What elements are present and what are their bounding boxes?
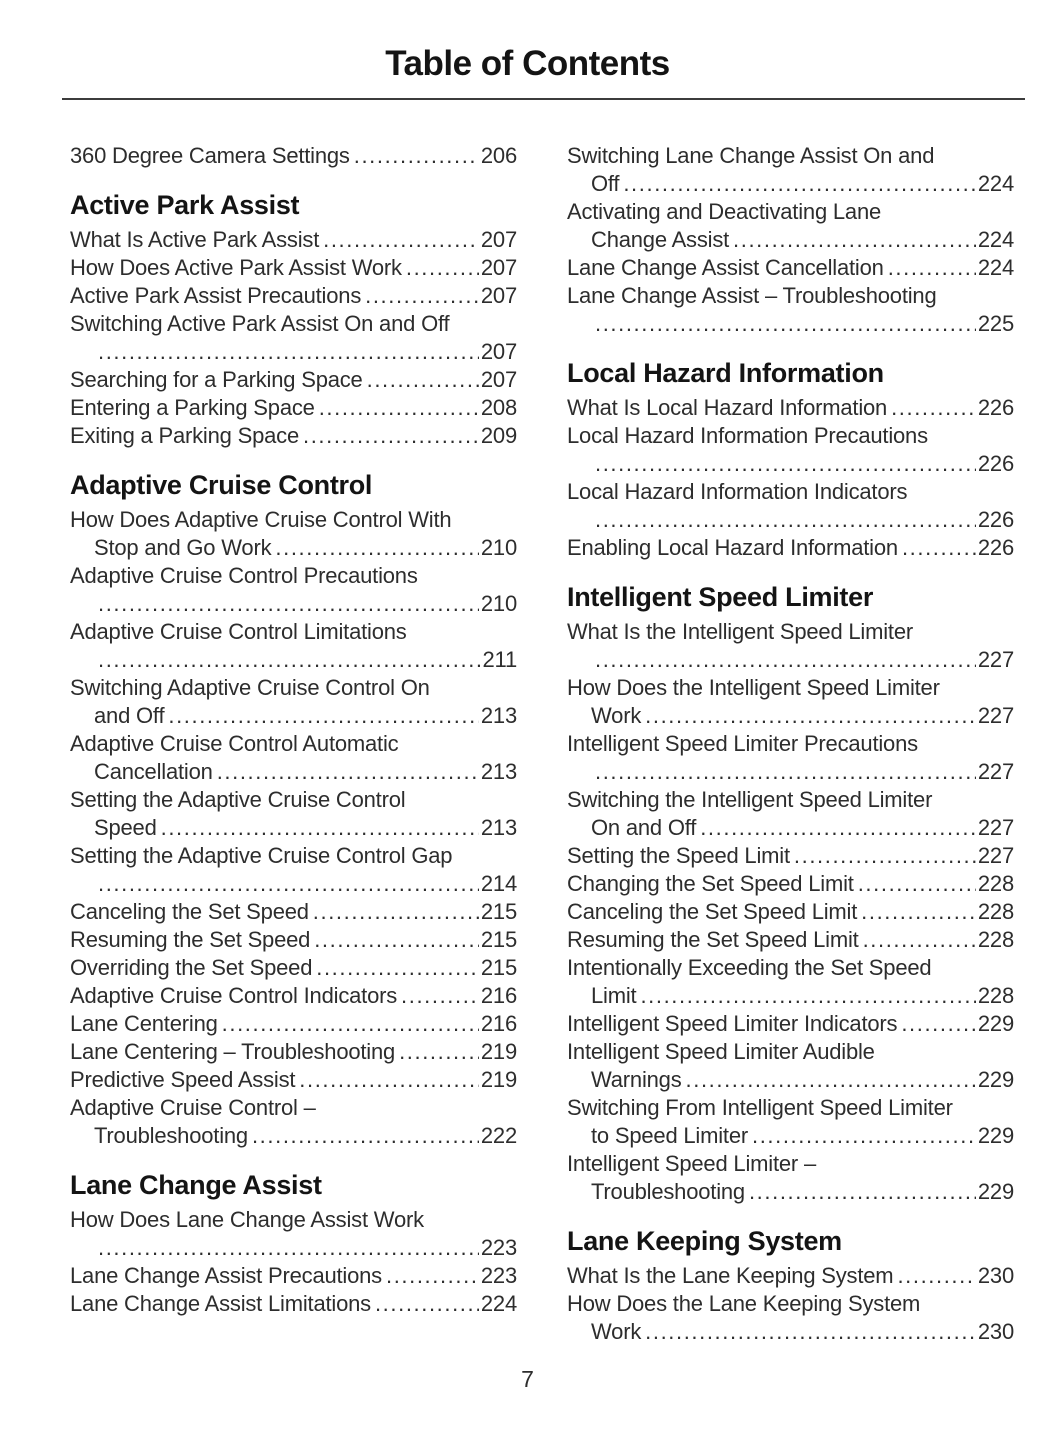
dot-leader (686, 1066, 976, 1094)
toc-entry-text: On and Off (591, 815, 697, 840)
toc-entry-line (70, 366, 517, 394)
toc-entry-page-number: 216 (480, 983, 517, 1008)
toc-entry-text: Local Hazard Information Precautions (567, 423, 928, 448)
toc-entry-line (70, 982, 517, 1010)
section-heading: Active Park Assist (70, 190, 300, 220)
toc-entry-line (70, 870, 517, 898)
toc-entry-text: 360 Degree Camera Settings (70, 143, 350, 168)
toc-entry-page-number: 215 (480, 955, 517, 980)
dot-leader (314, 926, 479, 954)
toc-entry (70, 674, 517, 730)
toc-entry-line (70, 254, 517, 282)
section-heading: Intelligent Speed Limiter (567, 582, 874, 612)
dot-leader (299, 1066, 479, 1094)
dot-leader (98, 646, 481, 674)
dot-leader (891, 394, 976, 422)
dot-leader (401, 982, 479, 1010)
toc-entry-text: How Does Lane Change Assist Work (70, 1207, 424, 1232)
toc-entry (70, 926, 517, 954)
dot-leader (161, 814, 479, 842)
toc-entry-text: What Is the Lane Keeping System (567, 1263, 894, 1288)
toc-entry-page-number: 210 (480, 535, 517, 560)
toc-entry-text: Setting the Adaptive Cruise Control (70, 787, 406, 812)
toc-entry-page-number: 207 (480, 283, 517, 308)
dot-leader (645, 702, 976, 730)
toc-entry-line (70, 1262, 517, 1290)
toc-entry-line (567, 1178, 1014, 1206)
toc-entry-page-number: 222 (480, 1123, 517, 1148)
toc-entry-text: Entering a Parking Space (70, 395, 315, 420)
toc-entry-text: Switching Adaptive Cruise Control On (70, 675, 430, 700)
toc-entry (70, 786, 517, 842)
dot-leader (645, 1318, 976, 1346)
toc-entry-text: Lane Change Assist Precautions (70, 1263, 382, 1288)
toc-entry-page-number: 224 (977, 227, 1014, 252)
toc-entry-line (70, 394, 517, 422)
toc-entry (567, 534, 1014, 562)
dot-leader (323, 226, 479, 254)
section-heading: Adaptive Cruise Control (70, 470, 373, 500)
toc-entry (567, 422, 1014, 478)
toc-entry-page-number: 229 (977, 1011, 1014, 1036)
toc-entry-line (70, 646, 517, 674)
section-heading: Lane Change Assist (70, 1170, 322, 1200)
dot-leader (888, 254, 976, 282)
toc-entry (567, 1038, 1014, 1094)
dot-leader (595, 758, 976, 786)
toc-entry-line (567, 254, 1014, 282)
toc-entry (567, 1094, 1014, 1150)
dot-leader (700, 814, 976, 842)
toc-entry-page-number: 208 (480, 395, 517, 420)
toc-entry-page-number: 226 (977, 451, 1014, 476)
toc-entry-page-number: 206 (480, 143, 517, 168)
toc-entry (567, 142, 1014, 198)
toc-entry-page-number: 230 (977, 1319, 1014, 1344)
toc-entry-text: How Does Active Park Assist Work (70, 255, 402, 280)
toc-entry-text: What Is Active Park Assist (70, 227, 320, 252)
toc-entry-page-number: 215 (480, 899, 517, 924)
toc-entry-page-number: 228 (977, 899, 1014, 924)
toc-entry-text: Lane Change Assist – Troubleshooting (567, 283, 937, 308)
toc-entry-page-number: 227 (977, 759, 1014, 784)
toc-entry-text: What Is Local Hazard Information (567, 395, 888, 420)
toc-entry-page-number: 228 (977, 927, 1014, 952)
toc-entry-line (70, 1038, 517, 1066)
toc-entry-page-number: 224 (977, 255, 1014, 280)
toc-entry-page-number: 216 (480, 1011, 517, 1036)
toc-entry-line (567, 310, 1014, 338)
toc-entry-text: Switching Active Park Assist On and Off (70, 311, 450, 336)
dot-leader (354, 142, 479, 170)
dot-leader (98, 590, 479, 618)
toc-entry-text: Lane Change Assist Limitations (70, 1291, 371, 1316)
toc-entry (567, 478, 1014, 534)
toc-entry-text: Setting the Speed Limit (567, 843, 790, 868)
toc-entry (70, 422, 517, 450)
dot-leader (752, 1122, 976, 1150)
toc-entry-line (70, 814, 517, 842)
toc-entry-page-number: 219 (480, 1067, 517, 1092)
toc-entry-text: Intelligent Speed Limiter Audible (567, 1039, 875, 1064)
toc-entry-text: Switching the Intelligent Speed Limiter (567, 787, 933, 812)
toc-entry-line (567, 534, 1014, 562)
toc-entry (70, 898, 517, 926)
toc-entry-text: Change Assist (591, 227, 730, 252)
toc-entry-line (567, 1262, 1014, 1290)
toc-entry-page-number: 226 (977, 507, 1014, 532)
toc-entry-line (567, 1318, 1014, 1346)
toc-entry (70, 142, 517, 170)
toc-entry (567, 618, 1014, 674)
toc-entry-page-number: 207 (480, 339, 517, 364)
toc-entry (567, 870, 1014, 898)
toc-entry-page-number: 213 (480, 815, 517, 840)
toc-entry-page-number: 228 (977, 983, 1014, 1008)
toc-entry (567, 842, 1014, 870)
toc-entry-page-number: 227 (977, 647, 1014, 672)
dot-leader (897, 1262, 975, 1290)
toc-entry-text: Exiting a Parking Space (70, 423, 299, 448)
toc-entry (70, 1206, 517, 1262)
toc-entry-page-number: 227 (977, 843, 1014, 868)
toc-entry-page-number: 210 (480, 591, 517, 616)
toc-entry-text: Adaptive Cruise Control Limitations (70, 619, 407, 644)
toc-entry (70, 982, 517, 1010)
toc-entry-text: Stop and Go Work (94, 535, 272, 560)
toc-entry-text: Switching Lane Change Assist On and (567, 143, 935, 168)
toc-entry (567, 198, 1014, 254)
toc-entry-text: Resuming the Set Speed (70, 927, 311, 952)
dot-leader (98, 1234, 479, 1262)
toc-entry-page-number: 229 (977, 1067, 1014, 1092)
toc-entry-text: Speed (94, 815, 157, 840)
dot-leader (367, 366, 479, 394)
toc-entry-page-number: 207 (480, 367, 517, 392)
toc-entry-page-number: 226 (977, 535, 1014, 560)
dot-leader (640, 982, 975, 1010)
toc-entry-line (70, 142, 517, 170)
dot-leader (313, 898, 479, 926)
page-footer (0, 1366, 1055, 1393)
toc-entry-line (70, 338, 517, 366)
toc-entry (70, 282, 517, 310)
toc-entry-page-number: 229 (977, 1123, 1014, 1148)
dot-leader (794, 842, 976, 870)
toc-entry (70, 618, 517, 674)
toc-entry (70, 954, 517, 982)
page-number: 7 (521, 1366, 534, 1392)
toc-entry-page-number: 211 (482, 647, 517, 672)
toc-column-right (567, 142, 1014, 1346)
toc-entry (567, 1290, 1014, 1346)
dot-leader (399, 1038, 479, 1066)
section-heading: Lane Keeping System (567, 1226, 842, 1256)
toc-entry-line (70, 898, 517, 926)
toc-entry-text: Enabling Local Hazard Information (567, 535, 898, 560)
toc-entry-text: Adaptive Cruise Control Automatic (70, 731, 399, 756)
toc-entry-page-number: 207 (480, 227, 517, 252)
toc-entry-line (70, 1234, 517, 1262)
toc-entry-page-number: 223 (480, 1263, 517, 1288)
toc-entry-text: Switching From Intelligent Speed Limiter (567, 1095, 953, 1120)
toc-entry-text: Intelligent Speed Limiter – (567, 1151, 816, 1176)
dot-leader (303, 422, 479, 450)
toc-entry (567, 1010, 1014, 1038)
toc-entry-page-number: 228 (977, 871, 1014, 896)
toc-entry (567, 394, 1014, 422)
toc-entry-text: Setting the Adaptive Cruise Control Gap (70, 843, 453, 868)
toc-entry-text: How Does the Intelligent Speed Limiter (567, 675, 940, 700)
toc-entry-text: How Does the Lane Keeping System (567, 1291, 921, 1316)
dot-leader (217, 758, 479, 786)
toc-entry (70, 366, 517, 394)
toc-entry-line (567, 926, 1014, 954)
toc-entry-text: and Off (94, 703, 165, 728)
toc-entry-line (567, 170, 1014, 198)
toc-entry-line (567, 898, 1014, 926)
toc-entry-line (70, 590, 517, 618)
toc-entry-text: How Does Adaptive Cruise Control With (70, 507, 452, 532)
toc-entry-line (567, 814, 1014, 842)
toc-entry-text: Searching for a Parking Space (70, 367, 363, 392)
toc-entry-text: Troubleshooting (94, 1123, 248, 1148)
toc-entry-text: Activating and Deactivating Lane (567, 199, 882, 224)
toc-entry-line (567, 226, 1014, 254)
toc-entry-text: What Is the Intelligent Speed Limiter (567, 619, 914, 644)
toc-entry (567, 898, 1014, 926)
toc-entry (567, 1150, 1014, 1206)
dot-leader (595, 310, 976, 338)
toc-entry-line (70, 282, 517, 310)
toc-entry-text: Limit (591, 983, 637, 1008)
dot-leader (861, 898, 976, 926)
toc-entry-text: Adaptive Cruise Control – (70, 1095, 316, 1120)
toc-entry (567, 954, 1014, 1010)
dot-leader (365, 282, 479, 310)
toc-entry-text: Lane Change Assist Cancellation (567, 255, 884, 280)
dot-leader (595, 506, 976, 534)
toc-entry (70, 226, 517, 254)
toc-entry-line (70, 954, 517, 982)
toc-entry-text: Intelligent Speed Limiter Precautions (567, 731, 918, 756)
toc-entry-page-number: 225 (977, 311, 1014, 336)
dot-leader (252, 1122, 479, 1150)
dot-leader (595, 450, 976, 478)
toc-entry (567, 926, 1014, 954)
toc-entry-text: Resuming the Set Speed Limit (567, 927, 859, 952)
dot-leader (168, 702, 479, 730)
toc-entry (70, 394, 517, 422)
toc-entry-text: Work (591, 703, 642, 728)
toc-entry (567, 254, 1014, 282)
toc-entry (567, 786, 1014, 842)
toc-entry-text: Intelligent Speed Limiter Indicators (567, 1011, 898, 1036)
dot-leader (375, 1290, 479, 1318)
toc-entry (70, 1010, 517, 1038)
toc-entry-text: Off (591, 171, 620, 196)
dot-leader (863, 926, 976, 954)
toc-entry-line (567, 982, 1014, 1010)
toc-entry-page-number: 227 (977, 703, 1014, 728)
dot-leader (901, 1010, 976, 1038)
dot-leader (623, 170, 976, 198)
toc-entry-line (567, 842, 1014, 870)
toc-entry-text: Adaptive Cruise Control Indicators (70, 983, 398, 1008)
toc-entry (70, 730, 517, 786)
toc-entry-line (70, 1290, 517, 1318)
toc-entry-line (70, 1066, 517, 1094)
toc-entry-line (567, 1010, 1014, 1038)
toc-entry-text: Predictive Speed Assist (70, 1067, 296, 1092)
toc-entry-line (70, 926, 517, 954)
dot-leader (98, 870, 479, 898)
dot-leader (98, 338, 479, 366)
toc-entry-line (70, 422, 517, 450)
toc-entry (70, 1290, 517, 1318)
toc-entry (70, 1094, 517, 1150)
dot-leader (595, 646, 976, 674)
toc-entry-line (70, 226, 517, 254)
page-title: Table of Contents (385, 44, 670, 83)
toc-entry (70, 562, 517, 618)
dot-leader (222, 1010, 479, 1038)
toc-entry-line (567, 450, 1014, 478)
toc-entry-text: Troubleshooting (591, 1179, 745, 1204)
toc-entry-text: Adaptive Cruise Control Precautions (70, 563, 418, 588)
toc-entry (70, 1066, 517, 1094)
toc-entry-line (567, 702, 1014, 730)
dot-leader (386, 1262, 479, 1290)
toc-entry-text: Lane Centering (70, 1011, 218, 1036)
toc-entry-page-number: 209 (480, 423, 517, 448)
toc-entry-text: Lane Centering – Troubleshooting (70, 1039, 396, 1064)
toc-entry (70, 254, 517, 282)
dot-leader (275, 534, 479, 562)
toc-entry (70, 842, 517, 898)
toc-entry-text: Intentionally Exceeding the Set Speed (567, 955, 932, 980)
toc-entry-line (567, 1066, 1014, 1094)
toc-entry-text: Work (591, 1319, 642, 1344)
dot-leader (319, 394, 479, 422)
toc-entry-page-number: 213 (480, 759, 517, 784)
toc-entry-page-number: 214 (480, 871, 517, 896)
toc-entry-text: Canceling the Set Speed (70, 899, 309, 924)
toc-entry-page-number: 224 (480, 1291, 517, 1316)
toc-entry-line (70, 758, 517, 786)
toc-entry-text: Local Hazard Information Indicators (567, 479, 908, 504)
toc-entry-line (567, 646, 1014, 674)
toc-entry-page-number: 230 (977, 1263, 1014, 1288)
toc-entry-line (567, 758, 1014, 786)
dot-leader (733, 226, 976, 254)
dot-leader (316, 954, 479, 982)
toc-entry-line (70, 1122, 517, 1150)
dot-leader (406, 254, 479, 282)
toc-entry-text: Canceling the Set Speed Limit (567, 899, 858, 924)
toc-entry (70, 1038, 517, 1066)
toc-entry-page-number: 229 (977, 1179, 1014, 1204)
toc-entry (70, 1262, 517, 1290)
dot-leader (902, 534, 976, 562)
toc-entry (70, 506, 517, 562)
dot-leader (858, 870, 976, 898)
toc-entry-text: Warnings (591, 1067, 682, 1092)
toc-entry-page-number: 226 (977, 395, 1014, 420)
toc-entry-page-number: 213 (480, 703, 517, 728)
toc-entry-line (567, 870, 1014, 898)
toc-entry (567, 674, 1014, 730)
toc-entry-text: Cancellation (94, 759, 213, 784)
toc-entry-line (567, 1122, 1014, 1150)
toc-entry (567, 1262, 1014, 1290)
toc-entry-line (70, 534, 517, 562)
toc-entry-line (70, 702, 517, 730)
toc-columns (0, 100, 1055, 1346)
toc-entry-text: Changing the Set Speed Limit (567, 871, 854, 896)
toc-entry-line (70, 1010, 517, 1038)
toc-entry-text: to Speed Limiter (591, 1123, 748, 1148)
toc-entry-page-number: 224 (977, 171, 1014, 196)
section-heading: Local Hazard Information (567, 358, 884, 388)
toc-entry (70, 310, 517, 366)
toc-entry-line (567, 506, 1014, 534)
toc-entry-page-number: 219 (480, 1039, 517, 1064)
toc-entry-page-number: 215 (480, 927, 517, 952)
toc-entry-page-number: 227 (977, 815, 1014, 840)
page-header (0, 44, 1055, 100)
toc-entry-text: Overriding the Set Speed (70, 955, 313, 980)
toc-entry (567, 730, 1014, 786)
toc-entry-page-number: 223 (480, 1235, 517, 1260)
toc-entry-page-number: 207 (480, 255, 517, 280)
toc-entry (567, 282, 1014, 338)
toc-entry-text: Active Park Assist Precautions (70, 283, 362, 308)
toc-entry-line (567, 394, 1014, 422)
toc-column-left (70, 142, 517, 1346)
dot-leader (749, 1178, 976, 1206)
